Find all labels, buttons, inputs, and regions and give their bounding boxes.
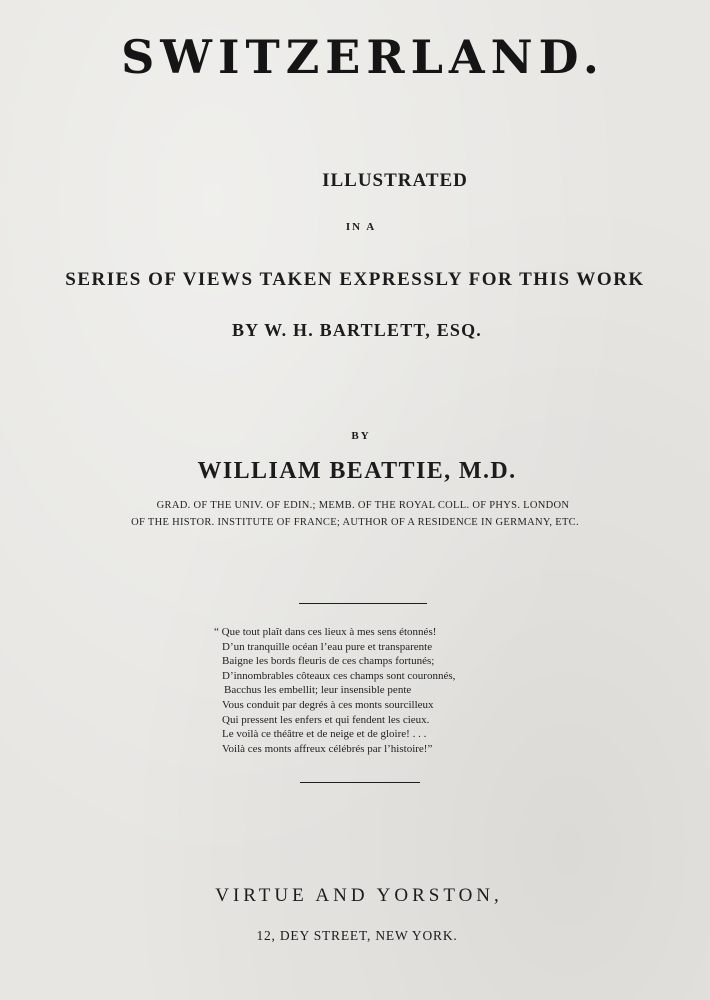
subtitle-in-a: IN A [345,221,377,233]
epigraph-line: D’innombrables côteaux ces champs sont couronnés, [222,669,456,682]
divider-top [299,603,427,604]
epigraph-line: Le voilà ce théâtre et de neige et de gloire! . . . [222,728,427,741]
author-credentials-line1: GRAD. OF THE UNIV. OF EDIN.; MEMB. OF THE ROYAL COLL. OF PHYS. LONDON [156,500,570,511]
epigraph-line: Bacchus les embellit; leur insensible pente [224,684,412,697]
epigraph-line: Vous conduit par degrés à ces monts sourcilleux [222,698,434,711]
subtitle-artist: BY W. H. BARTLETT, ESQ. [231,320,483,340]
publisher-address: 12, DEY STREET, NEW YORK. [256,928,458,943]
subtitle-illustrated: ILLUSTRATED [322,170,468,191]
epigraph-line: Voilà ces monts affreux célébrés par l’histoire!” [222,742,433,755]
author-credentials-line2: OF THE HISTOR. INSTITUTE OF FRANCE; AUTHOR OF A RESIDENCE IN GERMANY, ETC. [131,517,579,528]
epigraph [214,625,455,756]
epigraph-line: Baigne les bords fleuris de ces champs fortunés; [222,655,435,668]
publisher-name: VIRTUE AND YORSTON, [215,885,503,906]
author-name: WILLIAM BEATTIE, M.D. [197,458,517,484]
page-title: SWITZERLAND. [121,30,605,84]
epigraph-line: “ Que tout plaît dans ces lieux à mes sens étonnés! [214,626,437,638]
epigraph-line: D’un tranquille océan l’eau pure et transparente [222,640,433,653]
subtitle-series: SERIES OF VIEWS TAKEN EXPRESSLY FOR THIS WORK [65,269,645,290]
author-by: BY [351,430,371,442]
divider-bottom [300,782,420,783]
epigraph-line: Qui pressent les enfers et qui fendent les cieux. [222,713,430,726]
